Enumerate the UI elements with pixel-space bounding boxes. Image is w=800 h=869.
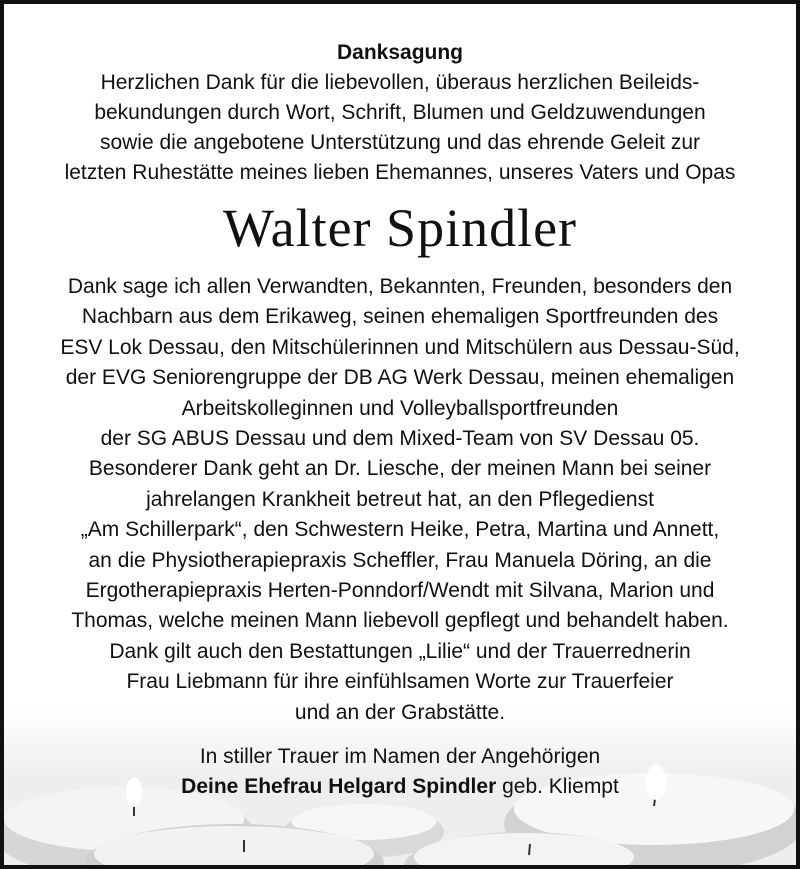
- body-line: der EVG Seniorengruppe der DB AG Werk Dessau, meinen ehemaligen: [65, 366, 735, 390]
- intro-line: Herzlichen Dank für die liebevollen, überaus herzlichen Beileids-: [100, 71, 700, 94]
- body-line: Dank sage ich allen Verwandten, Bekannten, Freunden, besonders den: [67, 275, 733, 298]
- body-line: jahrelangen Krankheit betreut hat, an den Pflegedienst: [146, 487, 654, 511]
- body-line: Arbeitskolleginnen und Volleyballsportfreunden: [181, 396, 619, 420]
- signature-line: [4, 772, 796, 802]
- body-line: Besonderer Dank geht an Dr. Liesche, der meinen Mann bei seiner: [88, 457, 712, 481]
- signer-name: Deine Ehefrau Helgard Spindler: [181, 775, 497, 799]
- body-line: ESV Lok Dessau, den Mitschülerinnen und Mitschülern aus Dessau-Süd,: [60, 335, 740, 359]
- body-line: Frau Liebmann für ihre einfühlsamen Worte zur Trauerfeier: [126, 670, 674, 694]
- body-line: Dank gilt auch den Bestattungen „Lilie“ und der Trauerrednerin: [109, 639, 691, 663]
- heading: Danksagung: [336, 41, 464, 64]
- thanks-paragraph: [4, 272, 796, 728]
- body-line: „Am Schillerpark“, den Schwestern Heike, Petra, Martina und Annett,: [80, 518, 720, 542]
- intro-line: sowie die angebotene Unterstützung und das ehrende Geleit zur: [99, 131, 701, 154]
- body-line: Ergotherapiepraxis Herten-Ponndorf/Wendt mit Silvana, Marion und: [85, 579, 715, 603]
- notice-text: [4, 4, 796, 802]
- body-line: Nachbarn aus dem Erikaweg, seinen ehemaligen Sportfreunden des: [81, 305, 719, 329]
- body-line: und an der Grabstätte.: [294, 700, 506, 724]
- closing: [4, 742, 796, 802]
- intro-line: bekundungen durch Wort, Schrift, Blumen und Geldzuwendungen: [94, 101, 706, 124]
- intro-paragraph: [4, 68, 796, 188]
- intro-line: letzten Ruhestätte meines lieben Ehemannes, unseres Vaters und Opas: [64, 161, 736, 184]
- signer-suffix: geb. Kliempt: [502, 775, 619, 799]
- body-line: Thomas, welche meinen Mann liebevoll gepflegt und behandelt haben.: [71, 609, 729, 633]
- body-line: an die Physiotherapiepraxis Scheffler, Frau Manuela Döring, an die: [88, 548, 712, 572]
- deceased-name: Walter Spindler: [222, 198, 578, 258]
- body-line: der SG ABUS Dessau und dem Mixed-Team von SV Dessau 05.: [100, 427, 700, 451]
- closing-line: In stiller Trauer im Namen der Angehörigen: [199, 745, 601, 769]
